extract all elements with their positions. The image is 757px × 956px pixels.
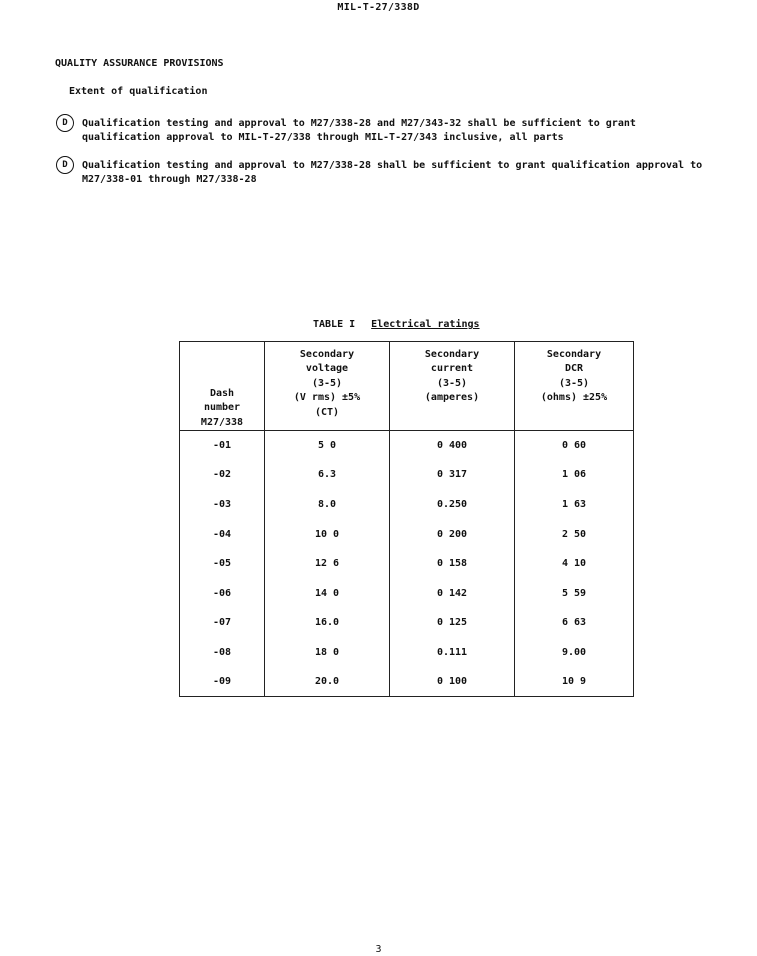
revision-mark-icon: D bbox=[56, 114, 74, 132]
cell-voltage: 12 6 bbox=[265, 549, 390, 579]
header-line: (3-5) bbox=[311, 377, 343, 389]
table-row bbox=[180, 667, 634, 697]
header-dash-number bbox=[180, 342, 265, 431]
cell-dash-number: -03 bbox=[180, 490, 265, 520]
cell-current: 0 125 bbox=[390, 608, 515, 638]
cell-current: 0 200 bbox=[390, 519, 515, 549]
table-row bbox=[180, 549, 634, 579]
revision-mark-icon: D bbox=[56, 156, 74, 174]
table-row bbox=[180, 460, 634, 490]
cell-dash-number: -08 bbox=[180, 638, 265, 668]
header-line: Secondary bbox=[546, 349, 602, 360]
cell-dash-number: -09 bbox=[180, 667, 265, 697]
cell-voltage: 6.3 bbox=[265, 460, 390, 490]
cell-voltage: 16.0 bbox=[265, 608, 390, 638]
cell-dash-number: -07 bbox=[180, 608, 265, 638]
header-line: number bbox=[203, 402, 241, 414]
cell-current: 0.250 bbox=[390, 490, 515, 520]
header-line: M27/338 bbox=[200, 416, 244, 428]
cell-dcr: 1 63 bbox=[515, 490, 634, 520]
paragraph-line: M27/338-01 through M27/338-28 bbox=[82, 174, 257, 185]
table-title bbox=[313, 319, 480, 330]
header-line: (3-5) bbox=[436, 377, 468, 389]
cell-dcr: 1 06 bbox=[515, 460, 634, 490]
cell-current: 0 400 bbox=[390, 431, 515, 461]
paragraph-line: qualification approval to MIL-T-27/338 through MIL-T-27/343 inclusive, all parts bbox=[82, 132, 564, 143]
header-line: (CT) bbox=[314, 406, 340, 418]
paragraph-line: Qualification testing and approval to M27/338-28 and M27/343-32 shall be sufficient to grant bbox=[82, 118, 636, 129]
cell-dash-number: -01 bbox=[180, 431, 265, 461]
header-line: (amperes) bbox=[424, 392, 480, 404]
table-label: TABLE I bbox=[313, 319, 356, 330]
table-row bbox=[180, 638, 634, 668]
cell-dash-number: -04 bbox=[180, 519, 265, 549]
header-line: Secondary bbox=[424, 349, 480, 360]
header-secondary-dcr bbox=[515, 342, 634, 431]
cell-dcr: 4 10 bbox=[515, 549, 634, 579]
cell-dash-number: -02 bbox=[180, 460, 265, 490]
page-number: 3 bbox=[375, 944, 382, 955]
header-line: (V rms) ±5% bbox=[293, 392, 361, 404]
cell-dash-number: -05 bbox=[180, 549, 265, 579]
header-line: current bbox=[430, 363, 474, 375]
cell-dash-number: -06 bbox=[180, 578, 265, 608]
cell-current: 0 142 bbox=[390, 578, 515, 608]
table-row bbox=[180, 490, 634, 520]
header-secondary-current bbox=[390, 342, 515, 431]
cell-voltage: 5 0 bbox=[265, 431, 390, 461]
cell-current: 0 100 bbox=[390, 667, 515, 697]
header-line: voltage bbox=[305, 363, 349, 375]
cell-dcr: 2 50 bbox=[515, 519, 634, 549]
header-line: Dash bbox=[209, 387, 235, 399]
header-secondary-voltage bbox=[265, 342, 390, 431]
electrical-ratings-table bbox=[179, 341, 634, 697]
table-row bbox=[180, 578, 634, 608]
document-id: MIL-T-27/338D bbox=[337, 2, 420, 13]
header-line: (ohms) ±25% bbox=[540, 392, 608, 404]
cell-current: 0 317 bbox=[390, 460, 515, 490]
cell-voltage: 10 0 bbox=[265, 519, 390, 549]
table-header-row bbox=[180, 342, 634, 431]
cell-voltage: 18 0 bbox=[265, 638, 390, 668]
paragraph-line: Qualification testing and approval to M27/338-28 shall be sufficient to grant qualification approval to bbox=[82, 160, 703, 171]
cell-dcr: 6 63 bbox=[515, 608, 634, 638]
header-line: Secondary bbox=[299, 349, 355, 360]
cell-dcr: 9.00 bbox=[515, 638, 634, 668]
cell-dcr: 5 59 bbox=[515, 578, 634, 608]
cell-dcr: 10 9 bbox=[515, 667, 634, 697]
subsection-title: Extent of qualification bbox=[69, 86, 208, 97]
cell-dcr: 0 60 bbox=[515, 431, 634, 461]
table-row bbox=[180, 608, 634, 638]
cell-voltage: 14 0 bbox=[265, 578, 390, 608]
cell-voltage: 8.0 bbox=[265, 490, 390, 520]
header-line: (3-5) bbox=[558, 377, 590, 389]
cell-current: 0.111 bbox=[390, 638, 515, 668]
header-line: DCR bbox=[564, 363, 584, 375]
paragraph-qualification-2 bbox=[82, 159, 702, 187]
paragraph-qualification-1 bbox=[82, 117, 636, 145]
cell-voltage: 20.0 bbox=[265, 667, 390, 697]
section-title: QUALITY ASSURANCE PROVISIONS bbox=[55, 58, 224, 69]
table-caption: Electrical ratings bbox=[371, 319, 480, 330]
table-row bbox=[180, 431, 634, 461]
cell-current: 0 158 bbox=[390, 549, 515, 579]
table-row bbox=[180, 519, 634, 549]
